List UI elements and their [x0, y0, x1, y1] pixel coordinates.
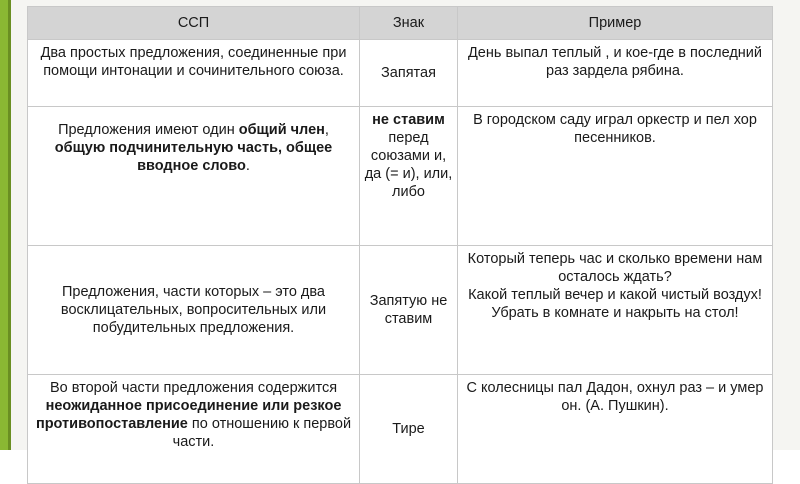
accent-stripe	[0, 0, 8, 450]
example-line: Который теперь час и сколько времени нам осталось ждать?	[467, 251, 763, 285]
sign-cell: Запятую не ставим	[360, 246, 458, 375]
ssp-text: Предложения имеют один	[58, 122, 239, 138]
ssp-bold: общую подчинительную часть, общее вводное слово	[54, 140, 333, 174]
sign-cell: Запятая	[360, 40, 458, 107]
example-line: Какой теплый вечер и какой чистый воздух!	[468, 287, 762, 303]
example-cell: В городском саду играл оркестр и пел хор песенников.	[458, 107, 773, 246]
table-row	[28, 375, 773, 484]
ssp-text: по отношению к первой части.	[172, 416, 352, 450]
example-cell	[458, 246, 773, 375]
table-row	[28, 107, 773, 246]
ssp-table	[27, 6, 773, 484]
ssp-bold: общий член	[238, 122, 325, 138]
ssp-cell: Два простых предложения, соединенные при помощи интонации и сочинительного союза.	[28, 40, 360, 107]
sign-text: перед союзами и, да (= и), или, либо	[364, 130, 453, 200]
ssp-bold: неожиданное присоединение или резкое противопоставление	[35, 398, 342, 432]
ssp-text: .	[245, 158, 250, 174]
sign-cell	[360, 107, 458, 246]
header-ssp: ССП	[28, 7, 360, 40]
ssp-text: ,	[324, 122, 329, 138]
table-row	[28, 246, 773, 375]
sign-bold: не ставим	[372, 112, 445, 128]
ssp-cell	[28, 107, 360, 246]
example-cell: С колесницы пал Дадон, охнул раз – и умер он. (А. Пушкин).	[458, 375, 773, 484]
sign-cell: Тире	[360, 375, 458, 484]
table-row	[28, 40, 773, 107]
example-line: Убрать в комнате и накрыть на стол!	[491, 305, 739, 321]
example-cell: День выпал теплый , и кое-где в последний раз зардела рябина.	[458, 40, 773, 107]
accent-stripe-dark	[8, 0, 11, 450]
ssp-cell: Предложения, части которых – это два восклицательных, вопросительных или побудительных предложения.	[28, 246, 360, 375]
header-example: Пример	[458, 7, 773, 40]
ssp-cell	[28, 375, 360, 484]
header-row	[28, 7, 773, 40]
header-sign: Знак	[360, 7, 458, 40]
ssp-text: Во второй части предложения содержится	[49, 380, 338, 396]
